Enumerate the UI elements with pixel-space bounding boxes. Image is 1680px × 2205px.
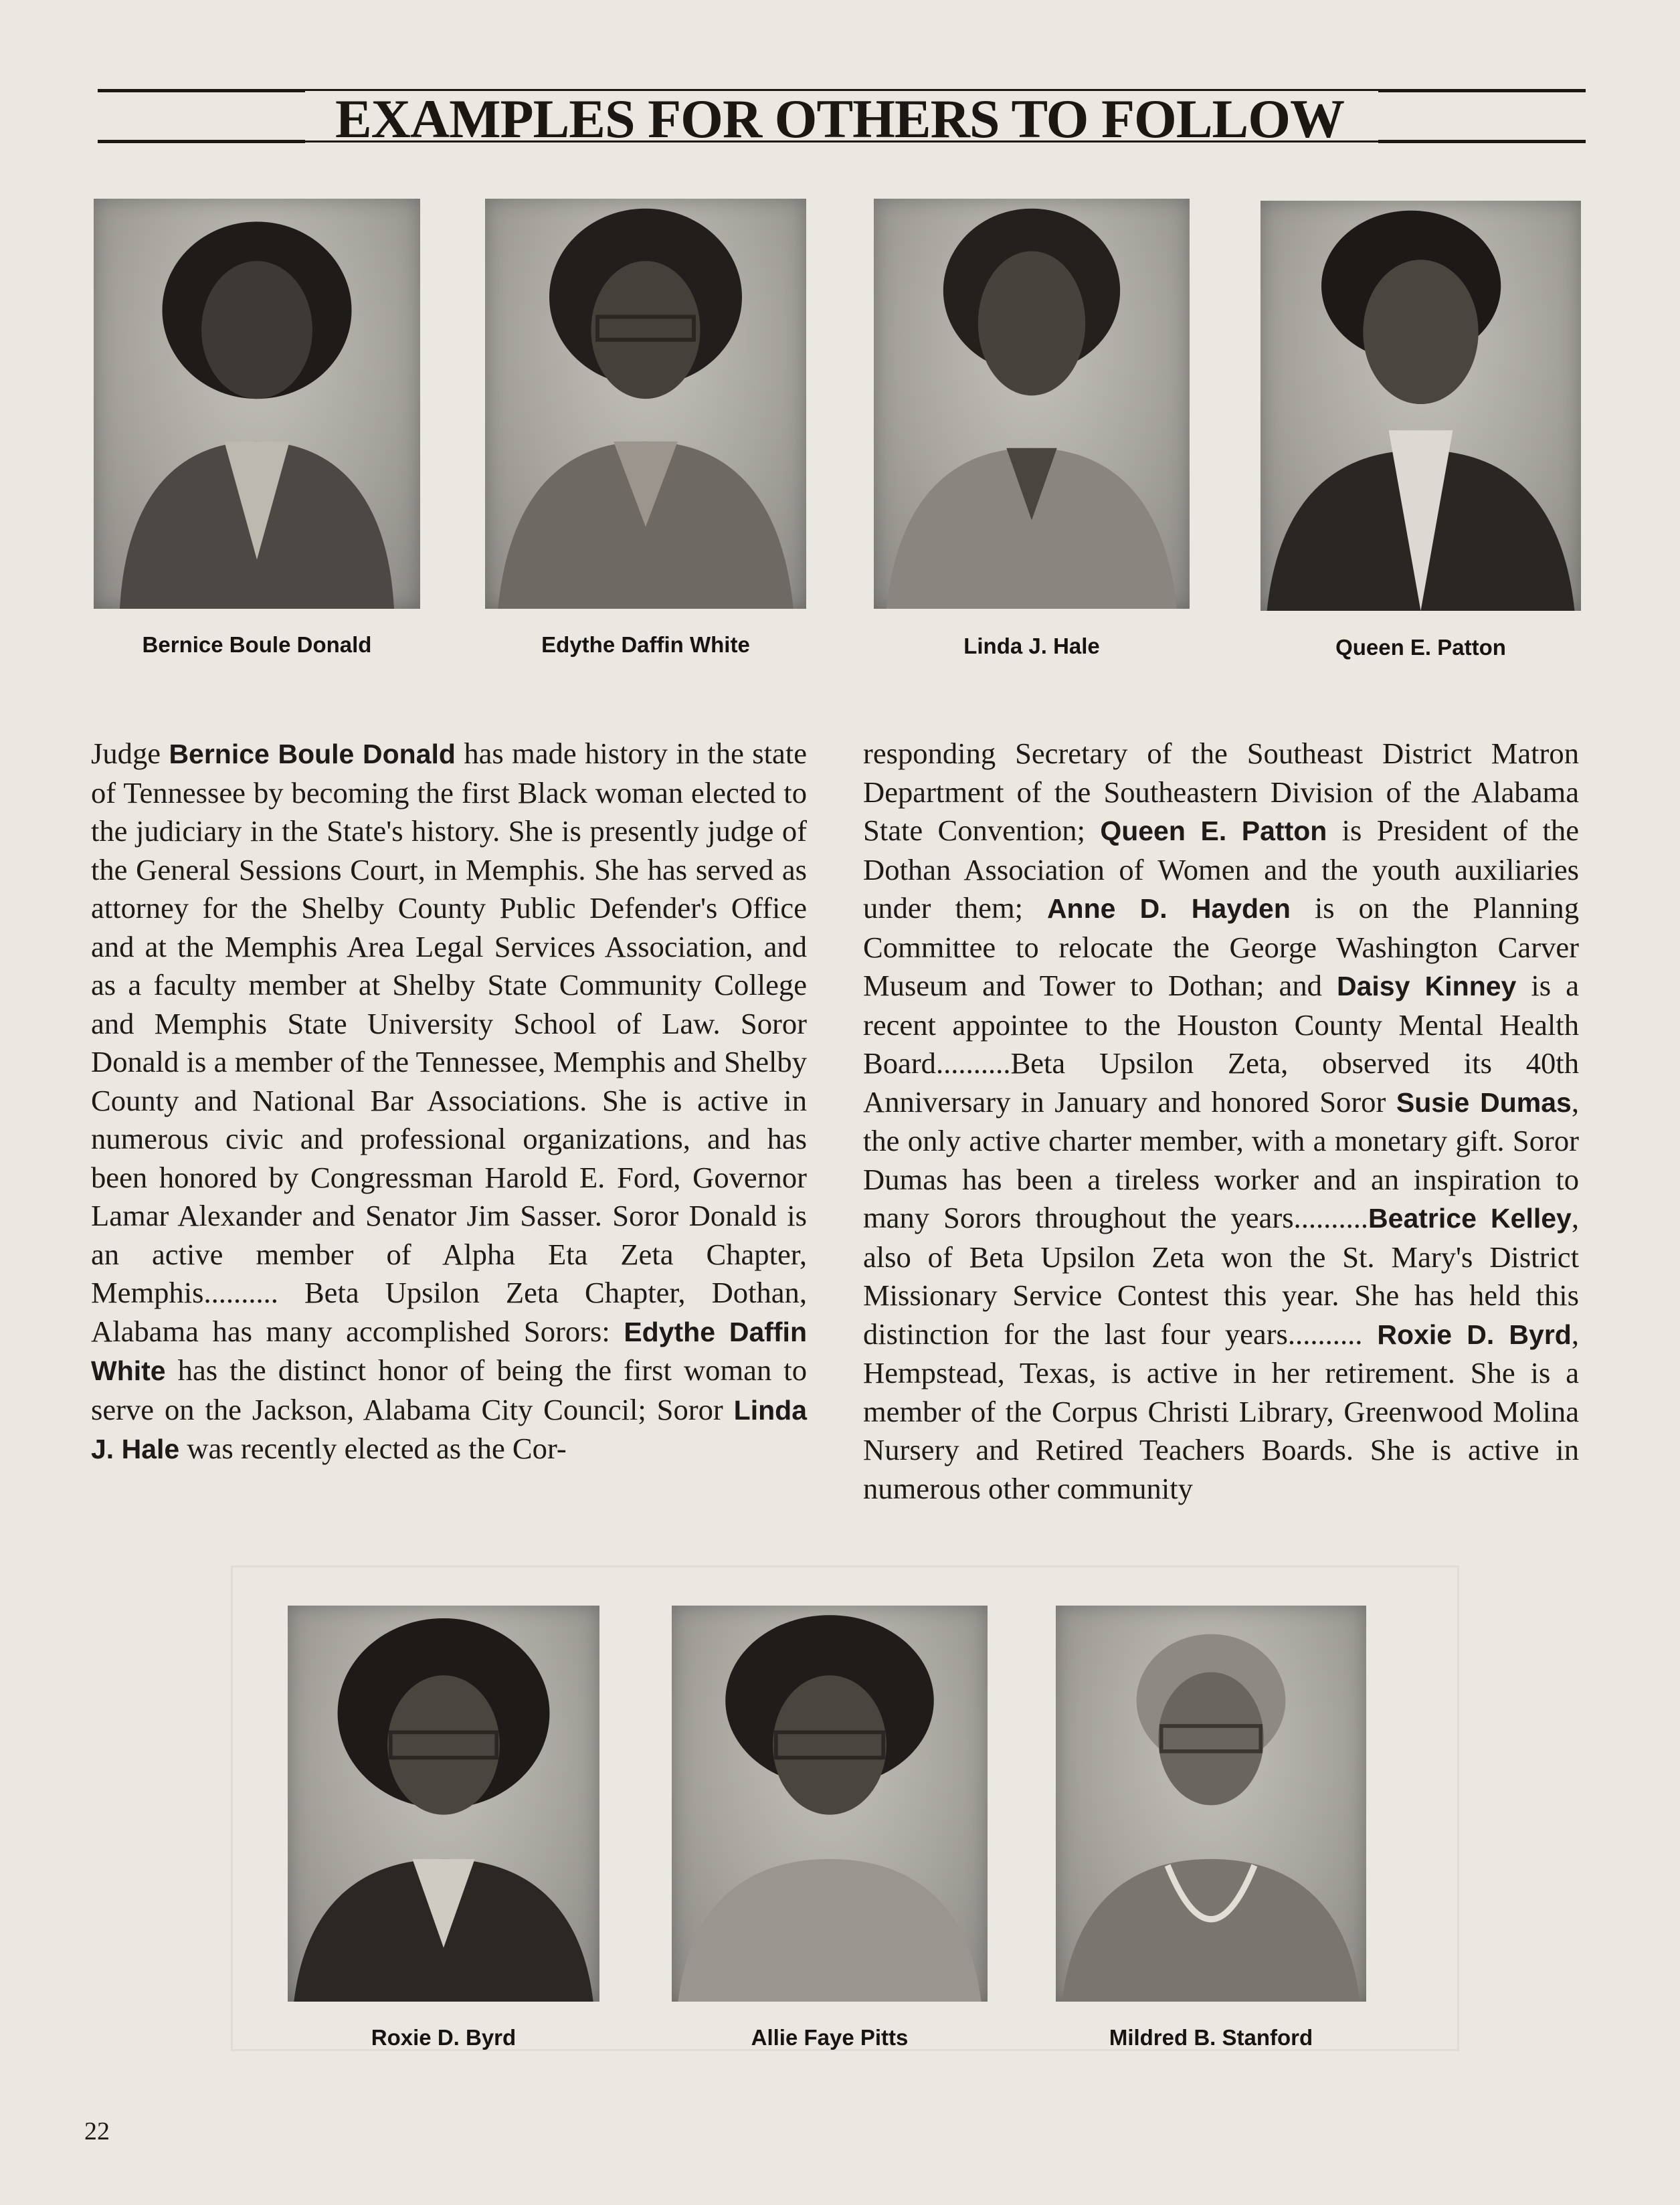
highlighted-name: Daisy Kinney: [1336, 971, 1517, 1001]
header-rule-right-bottom: [1378, 140, 1586, 143]
article-text-run: , also of Beta Upsilon Zeta won the St. Mary's District Missionary Service Contest this year. She has held this distinction for the last four years..........: [863, 1201, 1580, 1351]
highlighted-name: Bernice Boule Donald: [169, 739, 456, 769]
photo-queen-e-patton: [1261, 201, 1581, 611]
page-number: 22: [84, 2117, 110, 2145]
article-text-run: , the only active charter member, with a monetary gift. Soror Dumas has been a tireless worker and an inspiration to many Sorors throughout the years..........: [863, 1084, 1579, 1234]
photo-mildred-b-stanford: [1056, 1606, 1366, 2002]
article-text-run: was recently elected as the Cor-: [179, 1432, 567, 1465]
header-rule-left-top: [98, 89, 305, 92]
article-column-left: [91, 735, 807, 1469]
caption-roxie-d-byrd: Roxie D. Byrd: [371, 2025, 517, 2050]
article-text-run: Judge: [91, 737, 169, 770]
photo-allie-faye-pitts: [672, 1606, 988, 2002]
caption-bernice-boule-donald: Bernice Boule Donald: [142, 632, 372, 657]
article-paragraph: [863, 735, 1579, 1508]
highlighted-name: Queen E. Patton: [1100, 816, 1327, 846]
article-text-run: responding Secretary of the Southeast District Matron Department of the Southeastern Division of the Alabama State Convention;: [863, 737, 1579, 847]
article-column-right: [863, 735, 1579, 1508]
photo-linda-j-hale: [874, 199, 1190, 609]
caption-mildred-b-stanford: Mildred B. Stanford: [1109, 2025, 1313, 2050]
caption-edythe-daffin-white: Edythe Daffin White: [541, 632, 750, 657]
article-text-run: has the distinct honor of being the first woman to serve on the Jackson, Alabama City Council; Soror: [91, 1353, 807, 1426]
highlighted-name: Edythe Daffin White: [91, 1316, 807, 1386]
highlighted-name: Roxie D. Byrd: [1377, 1319, 1572, 1350]
highlighted-name: Linda J. Hale: [91, 1394, 807, 1464]
article-text-run: is a recent appointee to the Houston County Mental Health Board..........Beta Upsilon Zeta, observed its 40th Anniversary in January and honored Soror: [863, 969, 1579, 1119]
header-rule-right-top: [1378, 89, 1586, 92]
caption-linda-j-hale: Linda J. Hale: [963, 634, 1100, 658]
page-headline: EXAMPLES FOR OTHERS TO FOLLOW: [335, 88, 1345, 149]
portrait-silhouette: [94, 199, 420, 609]
portrait-silhouette: [1056, 1606, 1366, 2002]
article-text-run: , Hempstead, Texas, is active in her retirement. She is a member of the Corpus Christi Library, Greenwood Molina Nursery and Retired Teachers Boards. She is active in numerous other community: [863, 1317, 1579, 1505]
caption-queen-e-patton: Queen E. Patton: [1335, 635, 1506, 660]
article-text-run: is on the Planning Committee to relocate the George Washington Carver Museum and Tower to Dothan; and: [863, 891, 1579, 1002]
photo-bernice-boule-donald: [94, 199, 420, 609]
header-rule-left-bottom: [98, 140, 305, 143]
highlighted-name: Susie Dumas: [1396, 1086, 1572, 1118]
portrait-silhouette: [672, 1606, 988, 2002]
photo-roxie-d-byrd: [288, 1606, 599, 2002]
caption-allie-faye-pitts: Allie Faye Pitts: [751, 2025, 909, 2050]
article-paragraph: [91, 735, 807, 1469]
portrait-silhouette: [288, 1606, 599, 2002]
highlighted-name: Beatrice Kelley: [1368, 1203, 1572, 1234]
portrait-silhouette: [1261, 201, 1581, 611]
photo-edythe-daffin-white: [485, 199, 806, 609]
portrait-silhouette: [485, 199, 806, 609]
highlighted-name: Anne D. Hayden: [1046, 893, 1291, 924]
article-text-run: has made history in the state of Tennessee by becoming the first Black woman elected to the judiciary in the State's history. She is presently judge of the General Sessions Court, in Memphis. She has served as attorney for the Shelby County Public Defender's Office and at the Memphis Area Legal Services Association, and as a faculty member at Shelby State Community College and Memphis State University School of Law. Soror Donald is a member of the Tennessee, Memphis and Shelby County and National Bar Associations. She is active in numerous civic and professional organizations, and has been honored by Congressman Harold E. Ford, Governor Lamar Alexander and Senator Jim Sasser. Soror Donald is an active member of Alpha Eta Zeta Chapter, Memphis.......... Beta Upsilon Zeta Chapter, Dothan, Alabama has many accomplished Sorors:: [91, 737, 808, 1348]
article-text-run: is President of the Dothan Association of Women and the youth auxiliaries under them;: [863, 813, 1579, 925]
portrait-silhouette: [874, 199, 1190, 609]
